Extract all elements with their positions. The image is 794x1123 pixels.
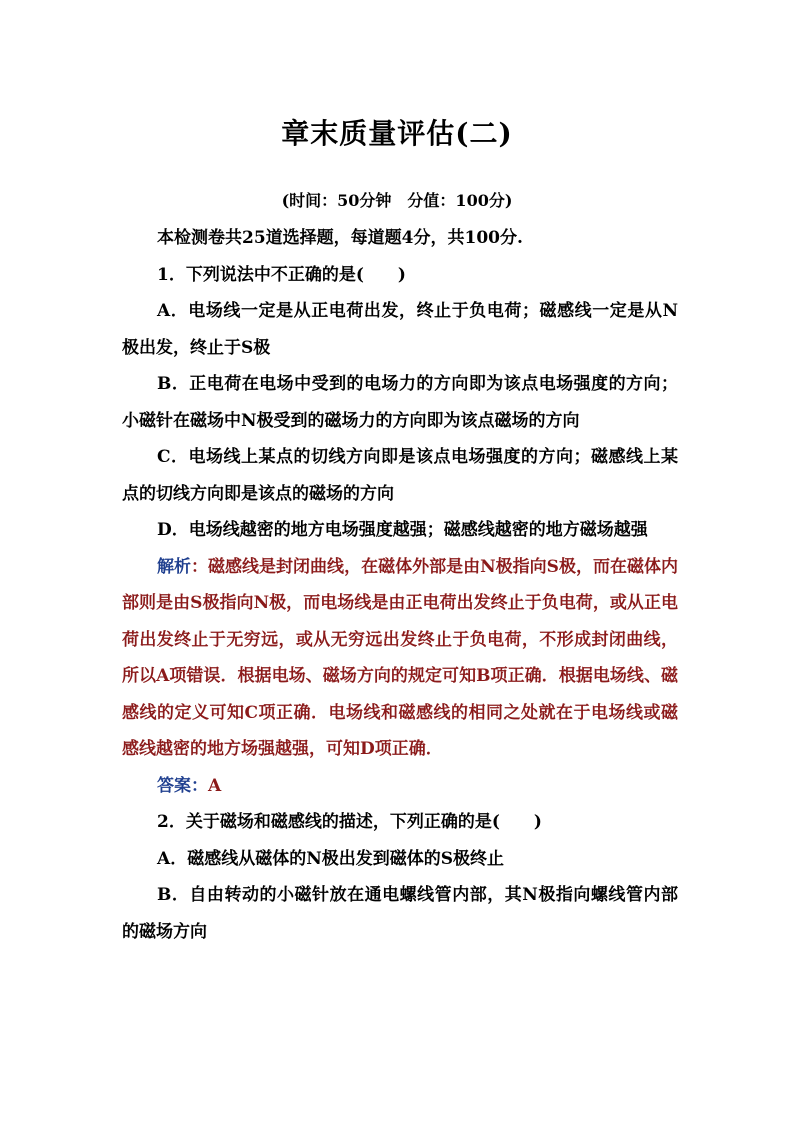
analysis-label: 解析	[157, 556, 192, 577]
document-body	[122, 220, 678, 950]
question-1-option-c: C．电场线上某点的切线方向即是该点电场强度的方向；磁感线上某点的切线方向即是该点的磁场的方向	[122, 447, 678, 504]
question-2-option-a: A．磁感线从磁体的N极出发到磁体的S极终止	[157, 848, 505, 869]
question-1-answer	[122, 768, 678, 805]
question-2-stem: 2．关于磁场和磁感线的描述，下列正确的是( )	[157, 812, 542, 832]
answer-label: 答案：	[157, 775, 208, 796]
question-2-option-b: B．自由转动的小磁针放在通电螺线管内部，其N极指向螺线管内部的磁场方向	[122, 885, 678, 942]
question-1-option-a: A．电场线一定是从正电荷出发，终止于负电荷；磁感线一定是从N极出发，终止于S极	[122, 301, 678, 358]
question-1-option-b: B．正电荷在电场中受到的电场力的方向即为该点电场强度的方向；小磁针在磁场中N极受到的磁场力的方向即为该点磁场的方向	[122, 374, 678, 431]
page-title: 章末质量评估(二)	[281, 117, 513, 150]
question-1-analysis	[122, 549, 678, 768]
question-1-stem: 1．下列说法中不正确的是( )	[157, 264, 406, 285]
question-1-option-d: D．电场线越密的地方电场强度越强；磁感线越密的地方磁场越强	[157, 520, 648, 540]
exam-intro: 本检测卷共25道选择题，每道题4分，共100分.	[157, 228, 523, 248]
answer-value: A	[208, 775, 222, 796]
exam-meta: (时间：50分钟 分值：100分)	[281, 191, 513, 210]
analysis-text: ：磁感线是封闭曲线，在磁体外部是由N极指向S极，而在磁体内部则是由S极指向N极，而电场线是由正电荷出发终止于负电荷，或从正电荷出发终止于无穷远，或从无穷远出发终止于负电荷，不形成封闭曲线，所以A项错误．根据电场、磁场方向的规定可知B项正确．根据电场线、磁感线的定义可知C项正确．电场线和磁感线的相同之处就在于电场线或磁感线越密的地方场强越强，可知D项正确．	[122, 556, 678, 759]
